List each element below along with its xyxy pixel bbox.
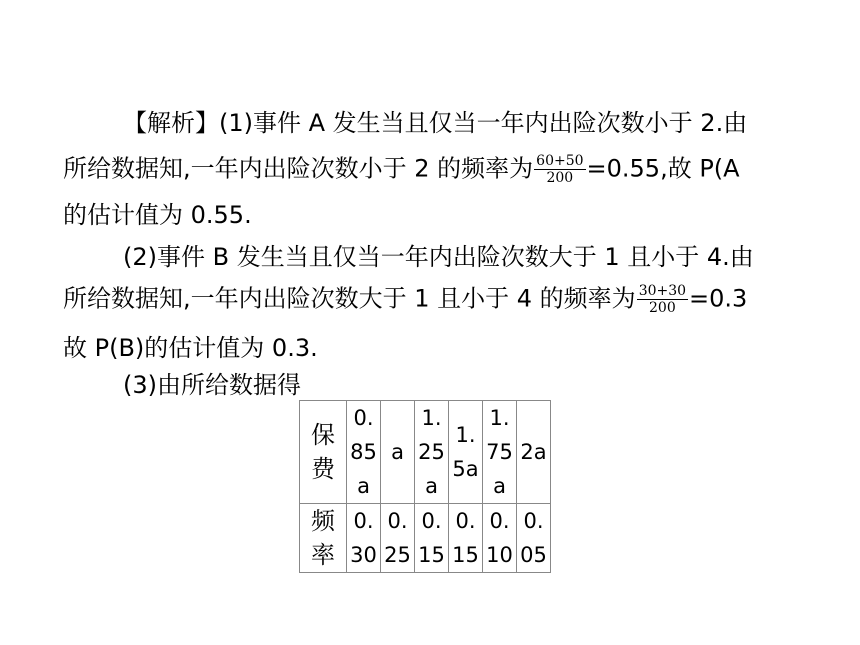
p2-line-1: (2)事件 B 发生当且仅当一年内出险次数大于 1 且小于 4.由: [123, 243, 754, 271]
frequency-cell: 0.15: [449, 504, 483, 573]
frequency-cell: 0.25: [381, 504, 415, 573]
frequency-cell: 0.30: [347, 504, 381, 573]
table-row-premium: [300, 401, 551, 504]
table-row-frequency: [300, 504, 551, 573]
row-header-premium: 保费: [300, 401, 347, 504]
premium-cell: 0.85a: [347, 401, 381, 504]
fraction-2-numerator: 30+30: [638, 283, 687, 299]
analysis-label: 【解析】: [123, 109, 219, 137]
premium-cell: 1.5a: [449, 401, 483, 504]
premium-frequency-table: [299, 400, 551, 573]
p1-line-1-text: (1)事件 A 发生当且仅当一年内出险次数小于 2.由: [219, 109, 748, 137]
frequency-cell: 0.05: [517, 504, 551, 573]
fraction-2-denominator: 200: [649, 300, 676, 316]
p2-line-2: [63, 283, 747, 316]
p1-line-1: [123, 108, 747, 138]
frequency-cell: 0.10: [483, 504, 517, 573]
p3-line-1: (3)由所给数据得: [123, 371, 301, 399]
p1-line-2-post: =0.55,故 P(A: [586, 154, 740, 183]
fraction-1-denominator: 200: [546, 170, 574, 186]
p2-line-2-post: =0.3: [689, 284, 748, 313]
premium-cell: 2a: [517, 401, 551, 504]
premium-cell: a: [381, 401, 415, 504]
frequency-cell: 0.15: [415, 504, 449, 573]
fraction-1-numerator: 60+50: [536, 153, 584, 169]
p1-line-3: 的估计值为 0.55.: [63, 201, 252, 229]
p2-line-3: 故 P(B)的估计值为 0.3.: [63, 334, 318, 362]
p1-line-2: [63, 153, 740, 186]
p2-line-2-pre: 所给数据知,一年内出险次数大于 1 且小于 4 的频率为: [63, 284, 636, 313]
premium-cell: 1.75a: [483, 401, 517, 504]
fraction-2: [637, 283, 688, 316]
p1-line-2-pre: 所给数据知,一年内出险次数小于 2 的频率为: [63, 154, 534, 183]
premium-cell: 1.25a: [415, 401, 449, 504]
row-header-frequency: 频率: [300, 504, 347, 573]
fraction-1: [534, 153, 585, 186]
